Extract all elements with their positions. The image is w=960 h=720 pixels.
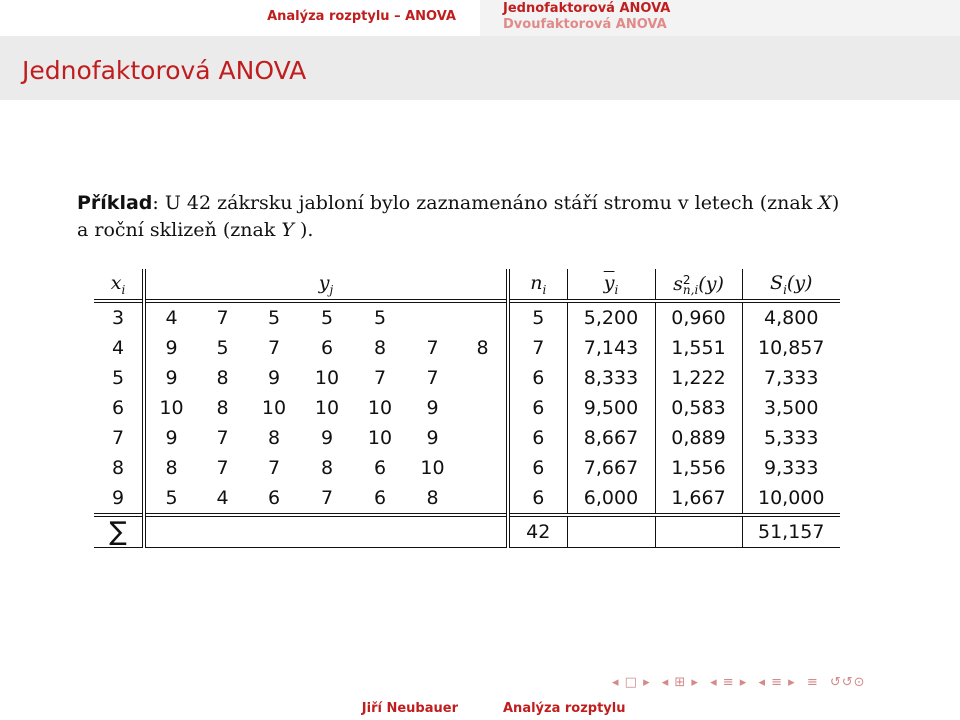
header-S: $S_i(y)$ bbox=[742, 269, 840, 301]
cell-y: 9 bbox=[426, 427, 439, 449]
header-bar bbox=[0, 0, 960, 36]
cell-S: 5,333 bbox=[742, 423, 840, 453]
cell-mean: 6,000 bbox=[567, 483, 655, 515]
cell-y: 7 bbox=[216, 307, 229, 329]
cell-y: 7 bbox=[426, 337, 439, 359]
cell-mean: 7,667 bbox=[567, 453, 655, 483]
anova-table bbox=[94, 269, 840, 548]
cell-x: 5 bbox=[111, 367, 125, 389]
cell-y bbox=[459, 393, 508, 423]
beamer-navigation bbox=[612, 675, 872, 690]
cell-y: 9 bbox=[144, 423, 197, 453]
example-text-4: ). bbox=[293, 219, 314, 241]
sum-S: 51,157 bbox=[742, 515, 840, 548]
sum-mean-empty bbox=[567, 515, 655, 548]
cell-variance: 0,960 bbox=[655, 301, 742, 333]
cell-y: 8 bbox=[216, 397, 229, 419]
cell-y: 5 bbox=[267, 307, 281, 329]
cell-y: 7 bbox=[267, 457, 281, 479]
header-variance: s 2 n,i (y) bbox=[655, 269, 742, 301]
cell-y: 10 bbox=[314, 367, 340, 389]
example-text-3: a roční sklizeň (znak bbox=[77, 219, 282, 241]
nav-section-icon[interactable]: ◂ ≡ ▸ bbox=[710, 675, 748, 690]
nav-search-icon[interactable]: ↺↺⊙ bbox=[829, 675, 866, 690]
footer-title: Analýza rozptylu bbox=[503, 701, 626, 716]
cell-y: 9 bbox=[144, 333, 197, 363]
cell-n: 5 bbox=[508, 301, 567, 333]
cell-y: 6 bbox=[373, 457, 387, 479]
footer-right bbox=[480, 700, 960, 720]
header-section bbox=[0, 0, 480, 36]
table-row bbox=[94, 453, 840, 483]
cell-y bbox=[459, 483, 508, 515]
cell-y bbox=[406, 301, 459, 333]
cell-y: 9 bbox=[426, 397, 439, 419]
cell-x: 9 bbox=[111, 487, 125, 509]
example-var-y: Y bbox=[281, 219, 294, 241]
nav-align-icon[interactable]: ◂ ≡ ▸ bbox=[758, 675, 796, 690]
cell-x: 6 bbox=[111, 397, 125, 419]
cell-n: 6 bbox=[508, 453, 567, 483]
cell-y: 7 bbox=[320, 487, 334, 509]
header-ni: $n_i$ bbox=[508, 269, 567, 301]
cell-S: 4,800 bbox=[742, 301, 840, 333]
example-text bbox=[77, 190, 937, 244]
cell-y: 7 bbox=[373, 367, 387, 389]
table-row bbox=[94, 333, 840, 363]
cell-y: 6 bbox=[373, 487, 387, 509]
cell-variance: 1,667 bbox=[655, 483, 742, 515]
header-subsection-next[interactable]: Dvoufaktorová ANOVA bbox=[503, 17, 667, 32]
cell-y: 9 bbox=[320, 427, 334, 449]
footer-bar bbox=[0, 700, 960, 720]
cell-S: 10,857 bbox=[742, 333, 840, 363]
cell-y: 10 bbox=[261, 397, 287, 419]
nav-menu-icon[interactable]: ≡ bbox=[806, 675, 819, 690]
cell-y: 9 bbox=[144, 363, 197, 393]
cell-n: 6 bbox=[508, 483, 567, 515]
frame-title: Jednofaktorová ANOVA bbox=[22, 56, 307, 85]
table-row bbox=[94, 363, 840, 393]
example-text-1: : U 42 zákrsku jabloní bylo zaznamenáno stáří stromu v letech (znak bbox=[152, 192, 819, 214]
header-subsection-current[interactable]: Jednofaktorová ANOVA bbox=[503, 1, 671, 16]
cell-n: 6 bbox=[508, 393, 567, 423]
cell-n: 6 bbox=[508, 363, 567, 393]
cell-y: 10 bbox=[314, 397, 340, 419]
cell-mean: 8,667 bbox=[567, 423, 655, 453]
cell-y: 8 bbox=[320, 457, 334, 479]
cell-mean: 7,143 bbox=[567, 333, 655, 363]
cell-variance: 0,889 bbox=[655, 423, 742, 453]
cell-y: 7 bbox=[267, 337, 281, 359]
cell-x: 7 bbox=[111, 427, 125, 449]
cell-y bbox=[459, 453, 508, 483]
cell-y: 8 bbox=[216, 367, 229, 389]
sum-y-empty bbox=[144, 515, 508, 548]
header-yj: $y_j$ bbox=[144, 269, 508, 301]
cell-variance: 1,222 bbox=[655, 363, 742, 393]
cell-y: 10 bbox=[367, 397, 393, 419]
cell-mean: 9,500 bbox=[567, 393, 655, 423]
example-var-x: X bbox=[818, 192, 832, 214]
table-row bbox=[94, 301, 840, 333]
cell-y: 8 bbox=[144, 453, 197, 483]
cell-y: 9 bbox=[267, 367, 281, 389]
table-header-row bbox=[94, 269, 840, 301]
cell-y: 10 bbox=[367, 427, 393, 449]
table-row bbox=[94, 483, 840, 515]
cell-y: 5 bbox=[373, 307, 387, 329]
table-row bbox=[94, 393, 840, 423]
cell-y bbox=[459, 363, 508, 393]
cell-variance: 0,583 bbox=[655, 393, 742, 423]
cell-y: 10 bbox=[420, 457, 445, 479]
cell-S: 3,500 bbox=[742, 393, 840, 423]
cell-n: 7 bbox=[508, 333, 567, 363]
cell-variance: 1,556 bbox=[655, 453, 742, 483]
cell-y: 8 bbox=[373, 337, 387, 359]
cell-S: 10,000 bbox=[742, 483, 840, 515]
example-text-2: ) bbox=[831, 192, 840, 214]
cell-y: 4 bbox=[216, 487, 229, 509]
table-sum-row bbox=[94, 515, 840, 548]
cell-n: 6 bbox=[508, 423, 567, 453]
cell-x: 4 bbox=[111, 337, 125, 359]
header-xi: $x_i$ bbox=[110, 271, 126, 297]
cell-y: 7 bbox=[216, 457, 229, 479]
cell-S: 9,333 bbox=[742, 453, 840, 483]
cell-y: 7 bbox=[426, 367, 439, 389]
cell-y: 8 bbox=[426, 487, 439, 509]
cell-y: 8 bbox=[476, 337, 489, 359]
cell-mean: 8,333 bbox=[567, 363, 655, 393]
cell-y: 8 bbox=[267, 427, 281, 449]
cell-y: 7 bbox=[216, 427, 229, 449]
footer-author: Jiří Neubauer bbox=[361, 701, 458, 716]
cell-mean: 5,200 bbox=[567, 301, 655, 333]
header-subsections bbox=[480, 0, 960, 36]
footer-left bbox=[0, 700, 480, 720]
cell-x: 8 bbox=[111, 457, 125, 479]
cell-y: 5 bbox=[144, 483, 197, 515]
cell-y: 5 bbox=[216, 337, 229, 359]
cell-S: 7,333 bbox=[742, 363, 840, 393]
cell-y: 6 bbox=[267, 487, 281, 509]
sum-variance-empty bbox=[655, 515, 742, 548]
sum-n: 42 bbox=[508, 515, 567, 548]
frame-title-bar bbox=[0, 36, 960, 100]
cell-variance: 1,551 bbox=[655, 333, 742, 363]
cell-y bbox=[459, 301, 508, 333]
example-keyword: Příklad bbox=[77, 192, 153, 214]
cell-x: 3 bbox=[111, 307, 125, 329]
cell-y bbox=[459, 423, 508, 453]
header-mean: $\overline{y}_i$ bbox=[567, 269, 655, 301]
nav-subsection-icon[interactable]: ◂ ⊞ ▸ bbox=[661, 675, 699, 690]
table-body bbox=[94, 301, 840, 515]
table-row bbox=[94, 423, 840, 453]
cell-y: 4 bbox=[144, 301, 197, 333]
cell-y: 10 bbox=[144, 393, 197, 423]
sum-symbol: ∑ bbox=[109, 517, 127, 547]
cell-y: 5 bbox=[320, 307, 334, 329]
cell-y: 6 bbox=[320, 337, 334, 359]
header-section-link[interactable]: Analýza rozptylu – ANOVA bbox=[267, 9, 456, 24]
nav-frame-left-icon[interactable]: ◂ □ ▸ bbox=[612, 675, 651, 690]
